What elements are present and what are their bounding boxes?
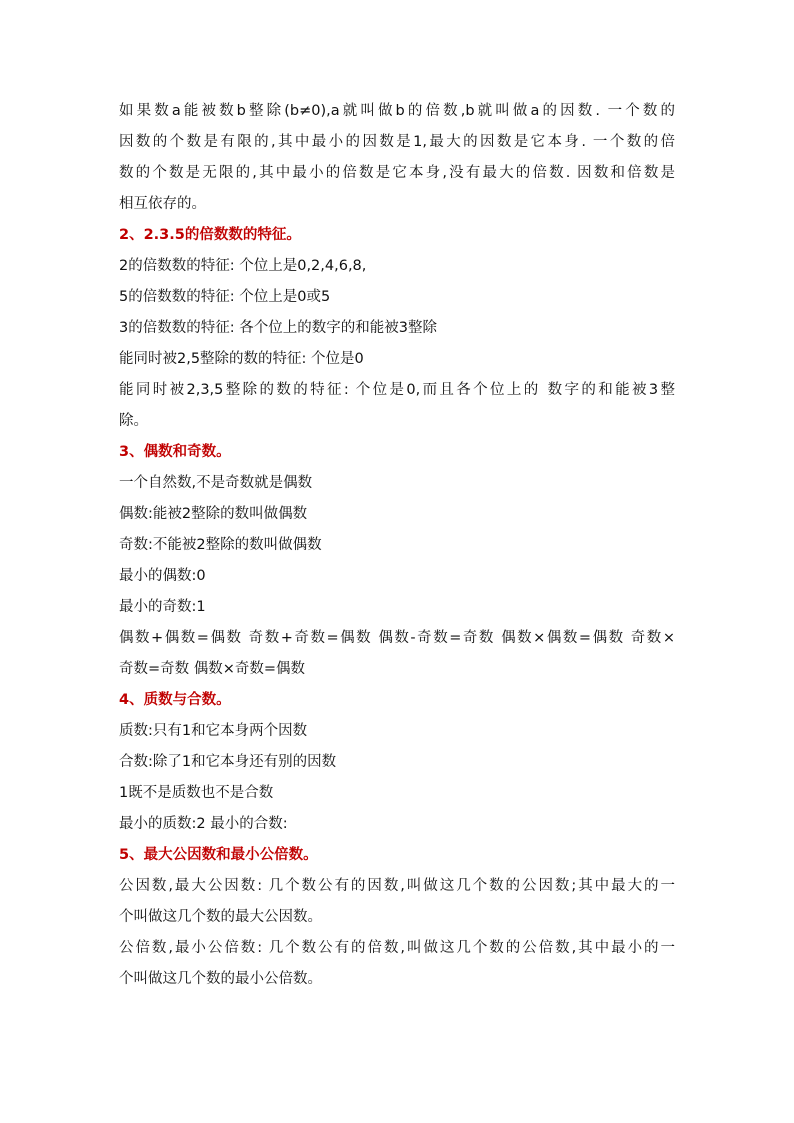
section-4-line: 合数:除了1和它本身还有别的因数 (119, 754, 337, 770)
section-5-gcd-line-2: 个叫做这几个数的最大公因数。 (119, 909, 322, 925)
section-5-heading: 5、最大公因数和最小公倍数。 (119, 847, 318, 863)
section-2-heading: 2、2.3.5的倍数数的特征。 (119, 227, 301, 243)
section-4-line: 最小的质数:2 最小的合数: (119, 816, 288, 832)
section-3-heading: 3、偶数和奇数。 (119, 444, 231, 460)
section-3-wrap-line-1: 偶数+偶数=偶数 奇数+奇数=偶数 偶数-奇数=奇数 偶数×偶数=偶数 奇数× (119, 630, 675, 646)
intro-line-2: 因数的个数是有限的,其中最小的因数是1,最大的因数是它本身. 一个数的倍 (119, 134, 675, 150)
section-2-line: 能同时被2,5整除的数的特征: 个位是0 (119, 351, 364, 367)
section-4-heading: 4、质数与合数。 (119, 692, 231, 708)
section-2-wrap-line-2: 除。 (119, 413, 148, 429)
section-3-wrap-line-2: 奇数=奇数 偶数×奇数=偶数 (119, 661, 306, 677)
section-5-lcm-line-1: 公倍数,最小公倍数: 几个数公有的倍数,叫做这几个数的公倍数,其中最小的一 (119, 940, 675, 956)
intro-line-4: 相互依存的。 (119, 196, 206, 212)
section-2-line: 2的倍数数的特征: 个位上是0,2,4,6,8, (119, 258, 367, 274)
section-3-line: 奇数:不能被2整除的数叫做偶数 (119, 537, 322, 553)
section-2-wrap-line-1: 能同时被2,3,5整除的数的特征: 个位是0,而且各个位上的 数字的和能被3整 (119, 382, 675, 398)
section-3-line: 一个自然数,不是奇数就是偶数 (119, 475, 313, 491)
section-3-line: 偶数:能被2整除的数叫做偶数 (119, 506, 308, 522)
section-2-line: 5的倍数数的特征: 个位上是0或5 (119, 289, 331, 305)
section-2-line: 3的倍数数的特征: 各个位上的数字的和能被3整除 (119, 320, 437, 336)
section-3-line: 最小的偶数:0 (119, 568, 206, 584)
section-4-line: 质数:只有1和它本身两个因数 (119, 723, 308, 739)
section-5-gcd-line-1: 公因数,最大公因数: 几个数公有的因数,叫做这几个数的公因数;其中最大的一 (119, 878, 675, 894)
intro-line-1: 如果数a能被数b整除(b≠0),a就叫做b的倍数,b就叫做a的因数. 一个数的 (119, 103, 675, 119)
section-4-line: 1既不是质数也不是合数 (119, 785, 274, 801)
intro-line-3: 数的个数是无限的,其中最小的倍数是它本身,没有最大的倍数. 因数和倍数是 (119, 165, 675, 181)
section-3-line: 最小的奇数:1 (119, 599, 206, 615)
document-body (119, 96, 675, 995)
section-5-lcm-line-2: 个叫做这几个数的最小公倍数。 (119, 971, 322, 987)
